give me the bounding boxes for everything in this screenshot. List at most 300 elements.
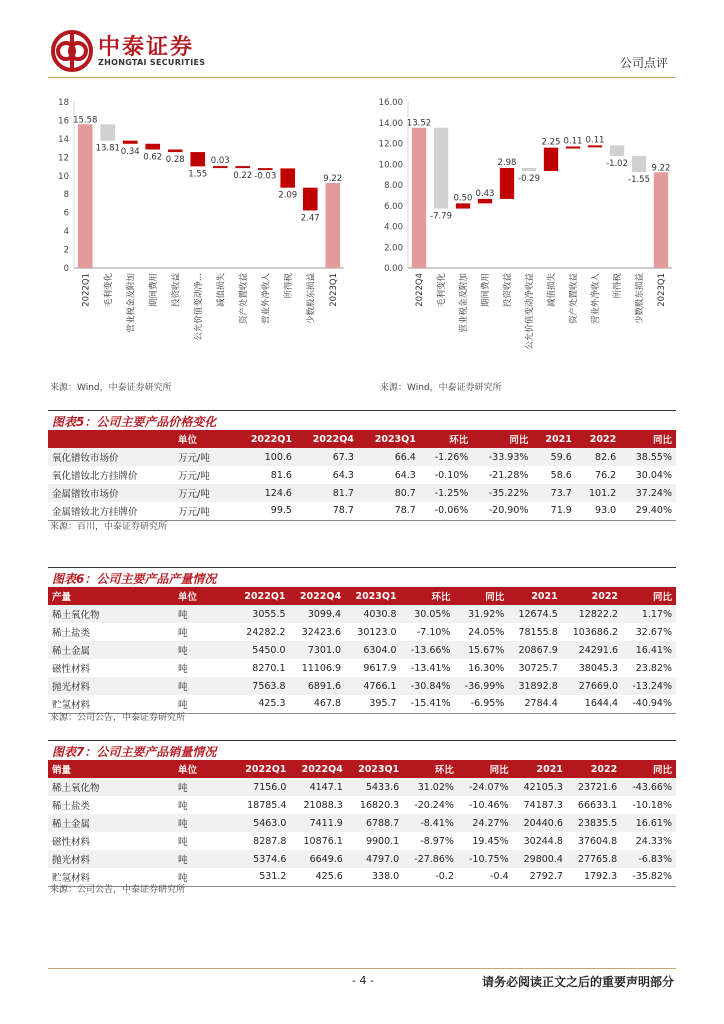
- table-cell: 吨: [178, 664, 188, 675]
- column-header: 2022: [562, 587, 622, 605]
- table-cell: 稀土金属: [48, 641, 174, 659]
- y-tick-label: 12: [58, 153, 69, 164]
- table-cell: 24291.6: [562, 641, 622, 659]
- table-cell: 万元/吨: [174, 502, 234, 520]
- y-tick-label: 8: [63, 190, 69, 201]
- x-tick-label: 2022Q1: [81, 273, 92, 307]
- column-header: 2022Q1: [234, 587, 290, 605]
- table-cell: 1644.4: [562, 695, 622, 713]
- x-tick-label: 资产处置收益: [238, 273, 249, 325]
- table-cell: 42105.3: [513, 778, 567, 796]
- data-label: 0.43: [475, 188, 495, 199]
- table-cell: 5463.0: [234, 814, 290, 832]
- data-label: 0.03: [210, 156, 230, 167]
- table-row: [48, 623, 676, 641]
- table-cell: 67.3: [296, 448, 358, 466]
- x-tick-label: 所得税: [613, 273, 623, 299]
- table-cell: -13.24%: [622, 677, 676, 695]
- table-cell: 5433.6: [347, 778, 403, 796]
- data-label: 2.47: [300, 213, 320, 224]
- table-cell: 6891.6: [290, 677, 346, 695]
- company-name-en: ZHONGTAI SECURITIES: [98, 58, 206, 67]
- waterfall-bar: [522, 168, 536, 171]
- table-cell: 12674.5: [508, 605, 561, 623]
- data-label: -0.29: [518, 173, 540, 184]
- table7-source: 来源：公司公告，中泰证券研究所: [50, 885, 186, 895]
- table-cell: 32.67%: [635, 626, 672, 638]
- table-cell: 5374.6: [234, 850, 290, 868]
- y-tick-label: 16: [58, 116, 69, 127]
- table-cell: 4797.0: [347, 850, 403, 868]
- table-row: [48, 778, 676, 796]
- data-label: 2.98: [497, 157, 517, 168]
- table-cell: 4147.1: [290, 778, 346, 796]
- table-cell: 37.24%: [620, 484, 676, 502]
- table-cell: 7301.0: [290, 641, 346, 659]
- column-header: 2022Q4: [290, 760, 346, 778]
- table-cell: 吨: [174, 814, 234, 832]
- table-cell: 80.7: [358, 484, 420, 502]
- table-cell: 31.92%: [454, 605, 508, 623]
- table7-title: 图表7：公司主要产品销量情况: [48, 740, 676, 758]
- x-tick-label: 营业税金及附加: [126, 273, 137, 333]
- table-row: [48, 850, 676, 868]
- table-cell: 11106.9: [301, 662, 342, 674]
- data-label: 0.62: [143, 152, 163, 163]
- y-tick-label: 0: [63, 264, 69, 274]
- table-cell: 76.2: [595, 469, 617, 481]
- table-row: [48, 448, 676, 466]
- table-cell: 73.7: [532, 484, 575, 502]
- table-cell: 124.6: [234, 484, 296, 502]
- data-label: 0.28: [165, 155, 185, 166]
- table-cell: -6.95%: [454, 695, 508, 713]
- table-cell: -35.82%: [621, 868, 676, 886]
- table-cell: -6.83%: [621, 850, 676, 868]
- waterfall-chart-yoy: [48, 88, 350, 378]
- table-cell: -8.97%: [420, 835, 454, 847]
- y-tick-label: 0.00: [384, 264, 403, 274]
- table-cell: -0.06%: [420, 502, 472, 520]
- table-cell: 吨: [174, 641, 234, 659]
- x-tick-label: 少数股东损益: [635, 273, 645, 325]
- y-tick-label: 4: [63, 227, 69, 238]
- y-tick-label: 16.00: [378, 98, 403, 108]
- column-header: 同比: [622, 587, 676, 605]
- table-cell: 58.6: [550, 469, 572, 481]
- disclaimer-text: 请务必阅读正文之后的重要声明部分: [481, 975, 674, 989]
- table-cell: 稀土氧化物: [48, 605, 174, 623]
- table-cell: 吨: [174, 850, 234, 868]
- waterfall-bar: [566, 147, 580, 149]
- column-header: 同比: [472, 430, 532, 448]
- column-header: 销量: [48, 760, 174, 778]
- waterfall-bar: [145, 144, 160, 150]
- column-header: 2022Q4: [296, 430, 358, 448]
- table-cell: 24.33%: [635, 835, 672, 847]
- table-cell: 78155.8: [518, 626, 558, 638]
- table-cell: 吨: [174, 695, 234, 713]
- table-cell: 103686.2: [572, 626, 619, 638]
- column-header: 2022Q4: [290, 587, 346, 605]
- data-label: -0.03: [254, 171, 277, 182]
- table-cell: 8287.8: [253, 835, 287, 847]
- table-cell: 78.7: [296, 502, 358, 520]
- y-tick-label: 6.00: [384, 201, 403, 212]
- x-tick-label: 公允价值变动净收益: [525, 273, 535, 350]
- table-cell: -15.41%: [401, 695, 455, 713]
- table-cell: 19.45%: [472, 835, 509, 847]
- table-cell: 31892.8: [508, 677, 561, 695]
- x-tick-label: 营业外净收入: [261, 273, 272, 325]
- data-label: 1.55: [188, 169, 208, 180]
- table-header-row: [48, 760, 676, 778]
- table-cell: 27669.0: [562, 677, 622, 695]
- table-cell: 81.6: [270, 469, 292, 481]
- y-tick-label: 2.00: [384, 243, 403, 254]
- table-cell: 29800.4: [513, 850, 567, 868]
- table6-title: 图表6：公司主要产品产量情况: [48, 567, 676, 585]
- table-cell: 32423.6: [301, 626, 342, 638]
- waterfall-bar: [456, 203, 470, 208]
- column-header: 2022Q1: [234, 760, 290, 778]
- table-cell: 338.0: [347, 868, 403, 886]
- table-cell: 6649.6: [290, 850, 346, 868]
- table-cell: 81.7: [296, 484, 358, 502]
- table-cell: 4030.8: [345, 605, 401, 623]
- page-header: [0, 0, 724, 80]
- table-cell: 531.2: [234, 868, 290, 886]
- table-row: [48, 605, 676, 623]
- table-cell: 99.5: [234, 502, 296, 520]
- table-cell: 71.9: [532, 502, 575, 520]
- waterfall-bar: [610, 145, 624, 156]
- table-cell: 吨: [174, 677, 234, 695]
- table-cell: 万元/吨: [174, 484, 234, 502]
- column-header: 环比: [420, 430, 472, 448]
- table-cell: -40.94%: [622, 695, 676, 713]
- table-cell: 38045.3: [578, 662, 619, 674]
- column-header: 同比: [621, 760, 676, 778]
- table-cell: 29.40%: [620, 502, 676, 520]
- x-tick-label: 减值损失: [216, 273, 227, 308]
- table-cell: 氧化镨钕市场价: [48, 448, 174, 466]
- y-tick-label: 10: [58, 171, 69, 182]
- data-label: 0.11: [585, 135, 605, 146]
- y-tick-label: 6: [63, 208, 69, 219]
- table-cell: 18785.4: [247, 799, 287, 811]
- table-cell: 8270.1: [252, 662, 286, 674]
- table-cell: 2792.7: [513, 868, 567, 886]
- table-cell: 6304.0: [345, 641, 401, 659]
- table-cell: 16.41%: [622, 641, 676, 659]
- x-tick-label: 投资收益: [171, 273, 182, 308]
- waterfall-bar: [123, 141, 138, 144]
- table-cell: 1792.3: [567, 868, 621, 886]
- table-cell: 氧化镨钕北方挂牌价: [52, 471, 138, 482]
- waterfall-bar: [235, 166, 250, 168]
- table-cell: 1.17%: [622, 605, 676, 623]
- column-header: [48, 430, 174, 448]
- table-cell: 稀土盐类: [52, 628, 91, 639]
- table-cell: 37604.8: [577, 835, 618, 847]
- table-cell: -21.28%: [488, 469, 529, 481]
- table-cell: -13.66%: [401, 641, 455, 659]
- table-cell: 10876.1: [303, 835, 343, 847]
- table-cell: -30.84%: [401, 677, 455, 695]
- x-tick-label: 资产处置收益: [569, 273, 579, 325]
- x-tick-label: 公允价值变动净...: [193, 273, 204, 341]
- company-name-cn: 中泰证券: [98, 35, 195, 60]
- table-header-row: [48, 587, 676, 605]
- waterfall-bar: [654, 172, 668, 268]
- waterfall-bar: [632, 156, 646, 172]
- y-tick-label: 12.00: [378, 139, 403, 150]
- table-cell: 20867.9: [508, 641, 561, 659]
- table-cell: 抛光材料: [48, 850, 174, 868]
- waterfall-bar: [434, 128, 448, 209]
- table6-source: 来源：公司公告，中泰证券研究所: [50, 713, 186, 723]
- table-cell: 30.05%: [401, 605, 455, 623]
- table-cell: 吨: [178, 801, 188, 812]
- table-row: [48, 484, 676, 502]
- column-header: 2021: [508, 587, 561, 605]
- column-header: 2023Q1: [345, 587, 401, 605]
- y-tick-label: 8.00: [384, 181, 403, 191]
- x-tick-label: 营业外净收入: [591, 273, 601, 325]
- table-cell: 吨: [174, 605, 234, 623]
- waterfall-bar: [280, 168, 295, 187]
- y-tick-label: 4.00: [384, 222, 403, 233]
- waterfall-bar: [588, 145, 602, 147]
- table-cell: 稀土盐类: [52, 801, 91, 812]
- x-tick-label: 减值损失: [547, 273, 557, 308]
- chart1-source: 来源：Wind，中泰证券研究所: [50, 383, 172, 393]
- table-cell: 稀土金属: [48, 814, 174, 832]
- table-cell: -10.46%: [468, 799, 509, 811]
- data-label: 15.58: [73, 115, 98, 126]
- table-row: [48, 814, 676, 832]
- table-cell: 磁性材料: [52, 837, 91, 848]
- table-cell: -1.25%: [420, 484, 472, 502]
- table-cell: 15.67%: [454, 641, 508, 659]
- y-tick-label: 14: [58, 134, 69, 145]
- table-cell: 7156.0: [234, 778, 290, 796]
- waterfall-bar: [258, 168, 273, 170]
- table-cell: 425.6: [290, 868, 346, 886]
- column-header: 单位: [174, 587, 234, 605]
- table-cell: 425.3: [234, 695, 290, 713]
- table-cell: -0.10%: [434, 469, 469, 481]
- table-cell: 66633.1: [577, 799, 618, 811]
- waterfall-bar: [78, 124, 93, 268]
- data-label: 0.50: [453, 193, 473, 204]
- waterfall-bar: [544, 148, 558, 171]
- x-tick-label: 2023Q1: [328, 273, 339, 307]
- table-cell: 23835.5: [567, 814, 621, 832]
- waterfall-bar: [168, 149, 183, 152]
- waterfall-bar: [325, 183, 340, 268]
- waterfall-bar: [478, 199, 492, 203]
- table-row: [48, 677, 676, 695]
- table-cell: 395.7: [345, 695, 401, 713]
- sales-table: [48, 760, 676, 887]
- table-cell: 30123.0: [357, 626, 397, 638]
- table5-source: 来源：百川，中泰证券研究所: [50, 522, 168, 532]
- table-cell: 64.3: [394, 469, 416, 481]
- column-header: 同比: [454, 587, 508, 605]
- waterfall-bar: [100, 124, 115, 140]
- table-cell: 23721.6: [567, 778, 621, 796]
- y-tick-label: 2: [63, 245, 69, 256]
- table-cell: 金属镨钕北方挂牌价: [48, 502, 174, 520]
- table-cell: -24.07%: [458, 778, 513, 796]
- table-cell: 64.3: [332, 469, 354, 481]
- table-cell: -27.86%: [403, 850, 458, 868]
- table-cell: 100.6: [234, 448, 296, 466]
- waterfall-bar: [213, 166, 228, 168]
- table-row: [48, 796, 676, 814]
- table-cell: -10.18%: [632, 799, 672, 811]
- table-cell: 74187.3: [523, 799, 563, 811]
- x-tick-label: 毛利变化: [103, 273, 114, 308]
- table-cell: 2784.4: [508, 695, 561, 713]
- table-cell: 9617.9: [363, 662, 397, 674]
- table-cell: -13.41%: [410, 662, 451, 674]
- column-header: 环比: [403, 760, 458, 778]
- x-tick-label: 期间费用: [481, 273, 491, 308]
- table-cell: 101.2: [576, 484, 620, 502]
- table-cell: -0.2: [403, 868, 458, 886]
- table-row: [48, 641, 676, 659]
- table-cell: -20.90%: [472, 502, 532, 520]
- table-cell: 31.02%: [403, 778, 458, 796]
- price-table: [48, 430, 676, 521]
- table-cell: 7563.8: [234, 677, 290, 695]
- data-label: 0.34: [120, 146, 140, 157]
- y-tick-label: 18: [58, 98, 69, 108]
- table-cell: 93.0: [576, 502, 620, 520]
- table-cell: 抛光材料: [48, 677, 174, 695]
- column-header: 2021: [513, 760, 567, 778]
- table-cell: 6788.7: [347, 814, 403, 832]
- table-cell: 24282.2: [246, 626, 286, 638]
- data-label: 0.11: [563, 136, 583, 147]
- column-header: 2021: [532, 430, 575, 448]
- column-header: 2023Q1: [358, 430, 420, 448]
- table-cell: 16.61%: [621, 814, 676, 832]
- table-cell: 7411.9: [290, 814, 346, 832]
- table-cell: 16.30%: [468, 662, 505, 674]
- table-cell: 12822.2: [562, 605, 622, 623]
- zhongtai-logo-icon: [50, 30, 94, 72]
- table-row: [48, 659, 676, 677]
- table-cell: 38.55%: [620, 448, 676, 466]
- table-cell: -10.75%: [458, 850, 513, 868]
- table-cell: -33.93%: [472, 448, 532, 466]
- table-cell: 20440.6: [513, 814, 567, 832]
- table-cell: -7.10%: [416, 626, 451, 638]
- column-header: 2023Q1: [347, 760, 403, 778]
- table-cell: 万元/吨: [178, 471, 210, 482]
- column-header: 环比: [401, 587, 455, 605]
- table-cell: -36.99%: [454, 677, 508, 695]
- table-cell: 万元/吨: [174, 448, 234, 466]
- table-row: [48, 502, 676, 520]
- data-label: 2.09: [278, 190, 298, 201]
- data-label: 2.25: [541, 137, 561, 148]
- production-table: [48, 587, 676, 714]
- table-cell: 3099.4: [290, 605, 346, 623]
- table-row: [48, 832, 676, 850]
- x-tick-label: 少数股东损益: [306, 273, 317, 325]
- footer-divider: [48, 968, 676, 969]
- table-cell: 吨: [174, 778, 234, 796]
- waterfall-bar: [412, 128, 426, 268]
- data-label: 9.22: [323, 173, 343, 184]
- table-cell: 4766.1: [345, 677, 401, 695]
- table-cell: 27765.8: [567, 850, 621, 868]
- document-type: 公司点评: [619, 56, 668, 70]
- table-cell: 24.05%: [468, 626, 505, 638]
- table-cell: 21088.3: [303, 799, 343, 811]
- table-cell: 贮氢材料: [48, 695, 174, 713]
- table-cell: 59.6: [532, 448, 575, 466]
- table-cell: -43.66%: [621, 778, 676, 796]
- table-cell: 贮氢材料: [48, 868, 174, 886]
- waterfall-chart-qoq: [376, 88, 676, 378]
- table-cell: 30725.7: [518, 662, 558, 674]
- data-label: 9.22: [651, 163, 671, 174]
- table-cell: 稀土氧化物: [48, 778, 174, 796]
- table-cell: 16820.3: [359, 799, 400, 811]
- table-cell: -20.24%: [414, 799, 454, 811]
- table-cell: 23.82%: [635, 662, 672, 674]
- data-label: 13.52: [406, 118, 432, 129]
- table-cell: 磁性材料: [52, 664, 91, 675]
- data-label: 13.81: [95, 143, 120, 154]
- table-cell: 吨: [174, 868, 234, 886]
- header-divider: [48, 77, 676, 78]
- table-cell: 30244.8: [523, 835, 563, 847]
- table-header-row: [48, 430, 676, 448]
- x-tick-label: 营业税金及附加: [459, 273, 469, 333]
- table-cell: 467.8: [290, 695, 346, 713]
- table-cell: 9900.1: [365, 835, 400, 847]
- column-header: 2022Q1: [234, 430, 296, 448]
- table-row: [48, 466, 676, 484]
- column-header: 2022: [576, 430, 620, 448]
- column-header: 产量: [48, 587, 174, 605]
- chart2-source: 来源：Wind，中泰证券研究所: [380, 383, 502, 393]
- waterfall-bar: [190, 152, 205, 166]
- x-tick-label: 2022Q4: [415, 273, 425, 307]
- table-cell: -0.4: [458, 868, 513, 886]
- column-header: 2022: [567, 760, 621, 778]
- x-tick-label: 投资收益: [503, 273, 513, 308]
- x-tick-label: 期间费用: [148, 273, 159, 308]
- table-cell: -8.41%: [403, 814, 458, 832]
- data-label: -1.55: [628, 175, 650, 186]
- table-cell: 82.6: [576, 448, 620, 466]
- table-cell: -1.26%: [420, 448, 472, 466]
- data-label: 0.22: [233, 171, 253, 182]
- x-tick-label: 2023Q1: [657, 273, 667, 307]
- column-header: 单位: [174, 430, 234, 448]
- table-cell: 66.4: [358, 448, 420, 466]
- x-tick-label: 毛利变化: [437, 273, 447, 308]
- table-cell: 5450.0: [234, 641, 290, 659]
